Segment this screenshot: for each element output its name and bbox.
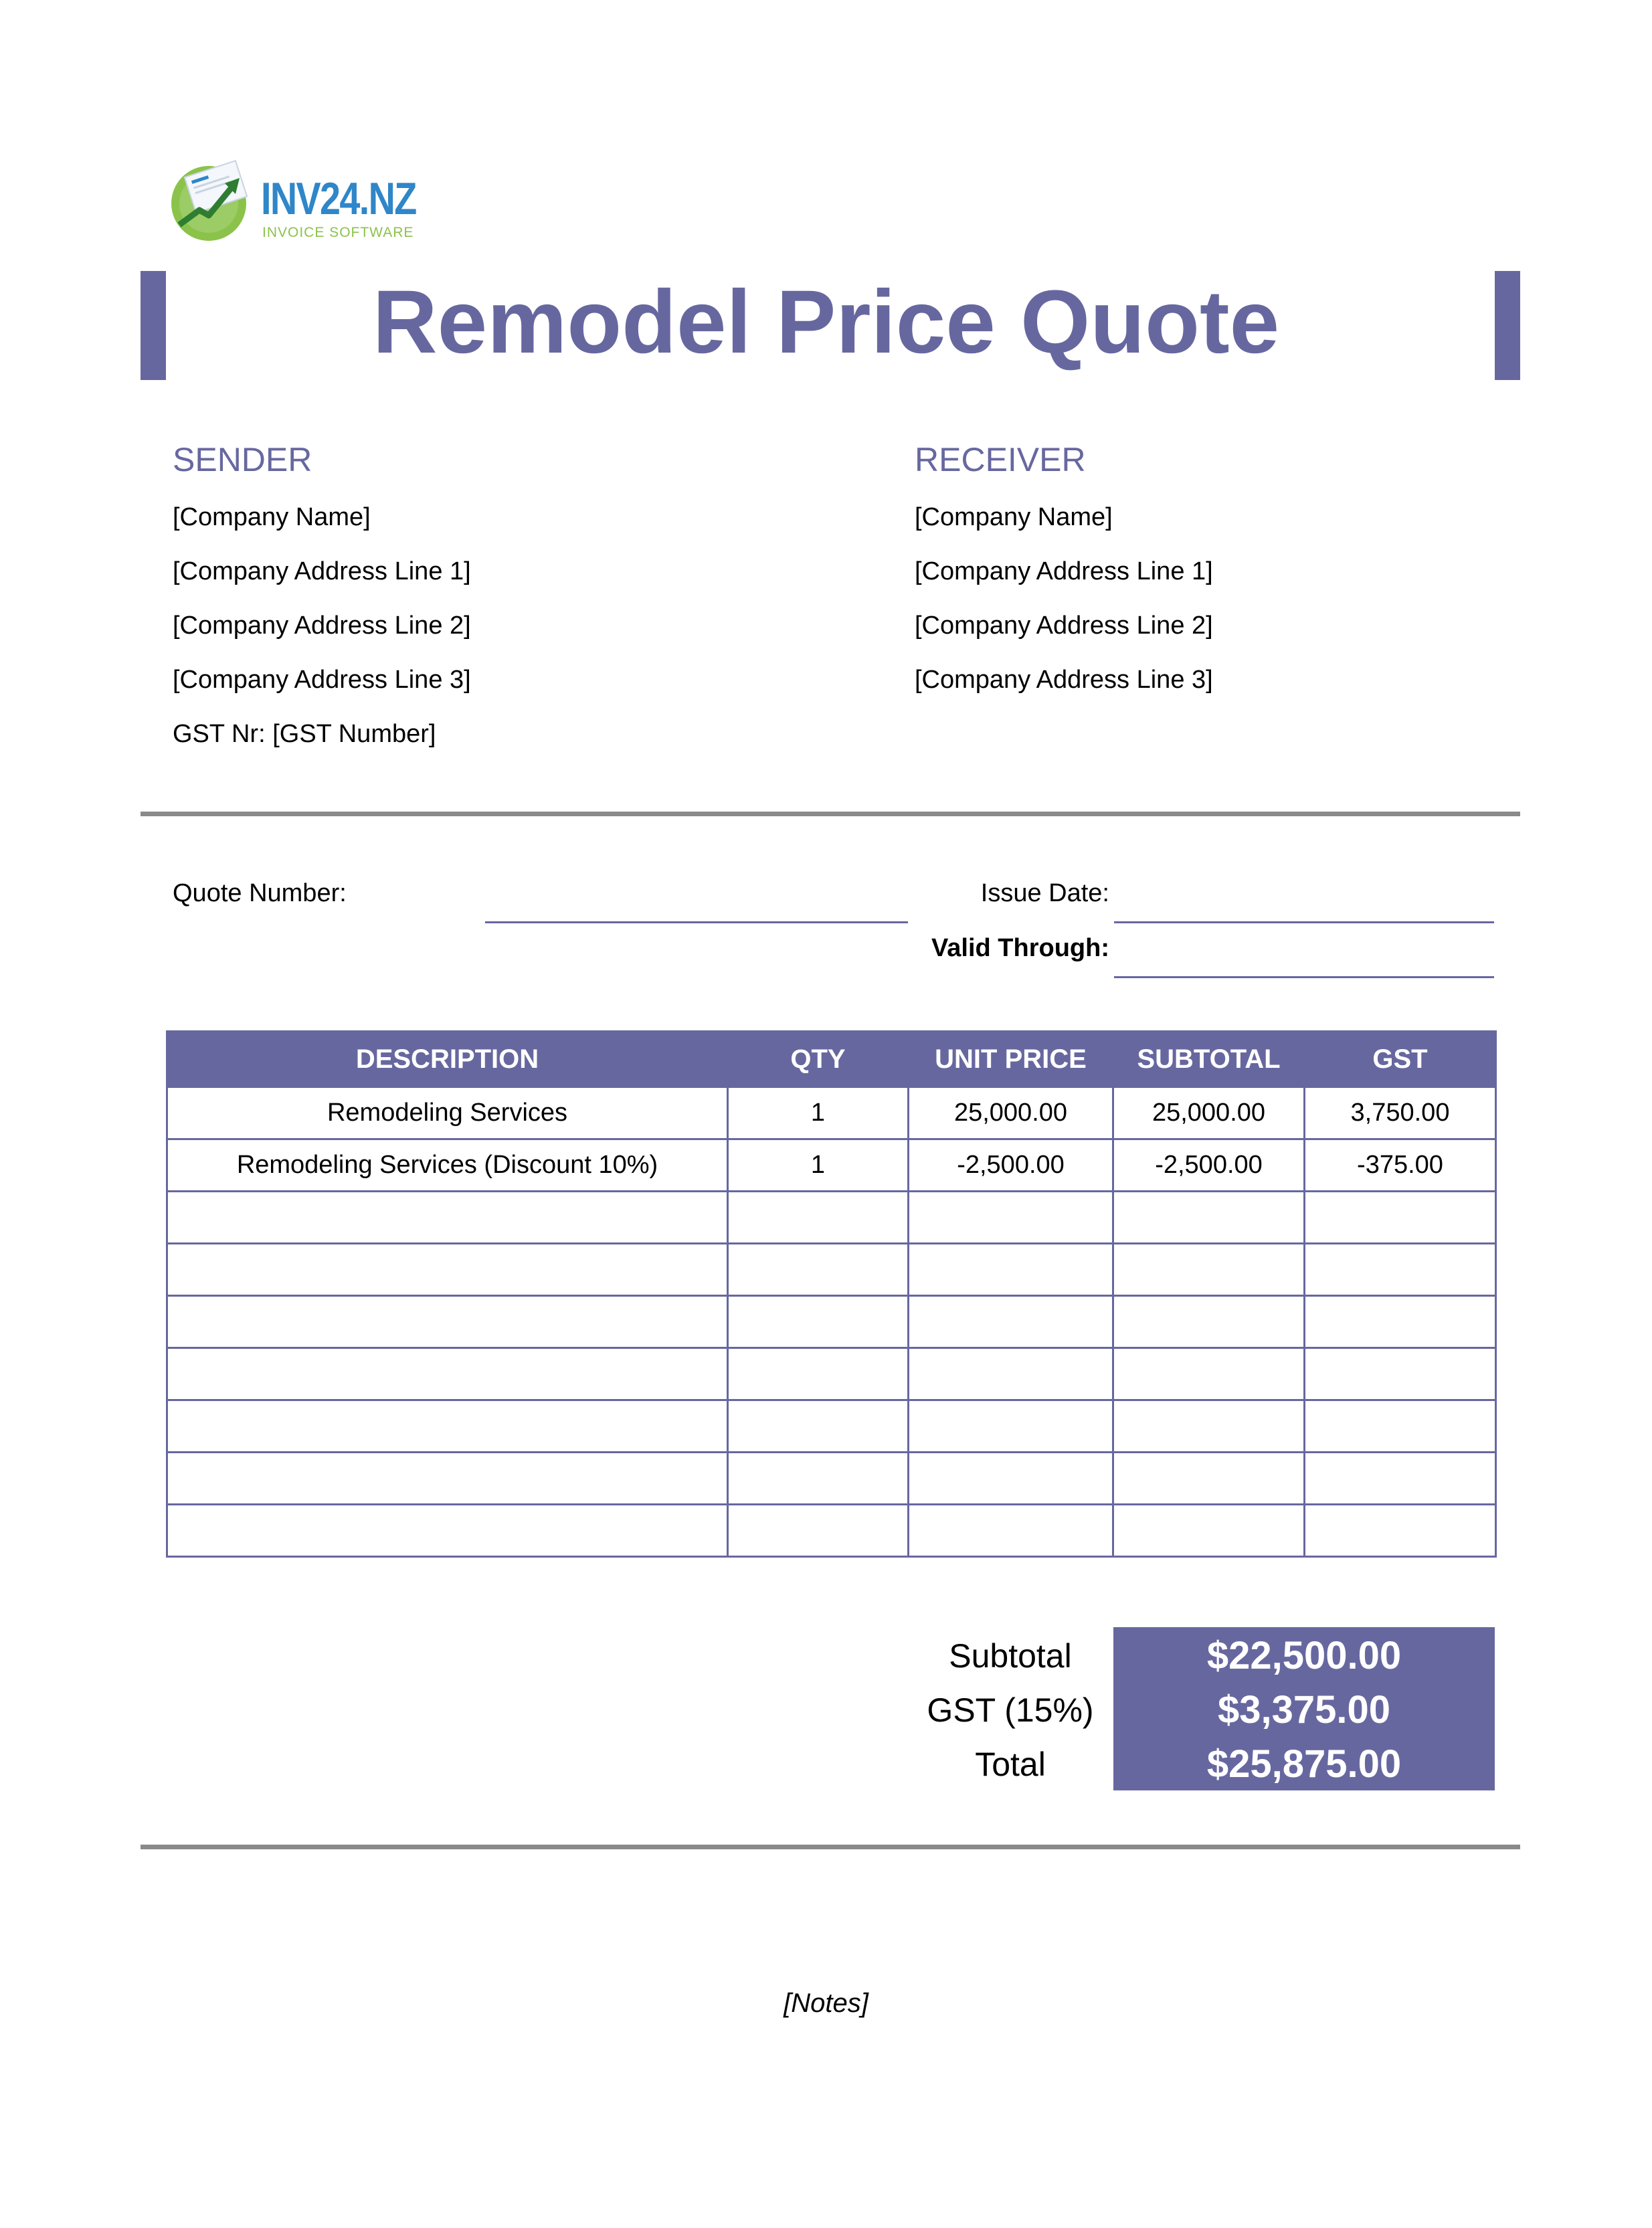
cell-subtotal[interactable]: -2,500.00 [1113,1139,1305,1192]
subtotal-label: Subtotal [949,1637,1072,1675]
valid-through-value [1114,918,1494,947]
cell-description[interactable] [167,1453,728,1505]
cell-qty[interactable]: 1 [728,1139,909,1192]
cell-description[interactable] [167,1192,728,1244]
cell-subtotal[interactable] [1113,1296,1305,1348]
column-header-subtotal: SUBTOTAL [1113,1032,1305,1087]
table-row [167,1505,1496,1557]
table-row [167,1192,1496,1244]
cell-unit-price[interactable] [909,1296,1113,1348]
cell-unit-price[interactable]: 25,000.00 [909,1087,1113,1139]
logo-invoice-growth-icon [167,159,253,242]
cell-gst[interactable]: -375.00 [1305,1139,1496,1192]
total-value: $25,875.00 [1206,1742,1402,1786]
cell-description[interactable]: Remodeling Services [167,1087,728,1139]
table-row [167,1348,1496,1400]
table-row [167,1453,1496,1505]
section-divider-bottom [141,1845,1520,1849]
table-header-row [167,1032,1496,1087]
sender-gst-number: GST Nr: [GST Number] [173,720,436,748]
subtotal-value: $22,500.00 [1206,1634,1402,1677]
table-row [167,1087,1496,1139]
cell-description[interactable] [167,1244,728,1296]
column-header-description: DESCRIPTION [167,1032,728,1087]
cell-subtotal[interactable] [1113,1348,1305,1400]
cell-description[interactable] [167,1400,728,1453]
cell-gst[interactable] [1305,1192,1496,1244]
cell-qty[interactable] [728,1192,909,1244]
page-title: Remodel Price Quote [372,272,1280,372]
receiver-company-name: [Company Name] [915,503,1113,531]
cell-subtotal[interactable] [1113,1505,1305,1557]
cell-subtotal[interactable] [1113,1400,1305,1453]
cell-unit-price[interactable] [909,1505,1113,1557]
cell-subtotal[interactable] [1113,1192,1305,1244]
section-divider-top [141,812,1520,816]
cell-unit-price[interactable]: -2,500.00 [909,1139,1113,1192]
cell-subtotal[interactable] [1113,1244,1305,1296]
receiver-heading: RECEIVER [915,441,1086,478]
logo-tagline: INVOICE SOFTWARE [262,225,414,240]
cell-qty[interactable] [728,1400,909,1453]
cell-gst[interactable] [1305,1296,1496,1348]
cell-subtotal[interactable] [1113,1453,1305,1505]
cell-qty[interactable] [728,1348,909,1400]
valid-through-label: Valid Through: [931,934,1109,962]
cell-gst[interactable] [1305,1453,1496,1505]
cell-qty[interactable] [728,1453,909,1505]
sender-address-line-1: [Company Address Line 1] [173,557,471,585]
logo-brand-text: INV24.NZ [261,173,416,224]
cell-description[interactable] [167,1296,728,1348]
cell-unit-price[interactable] [909,1400,1113,1453]
gst-value: $3,375.00 [1217,1688,1391,1732]
cell-qty[interactable]: 1 [728,1087,909,1139]
total-label: Total [975,1746,1046,1783]
issue-date-value [1114,863,1494,893]
cell-description[interactable] [167,1505,728,1557]
cell-gst[interactable]: 3,750.00 [1305,1087,1496,1139]
company-logo [167,159,422,246]
sender-address-line-3: [Company Address Line 3] [173,666,471,694]
notes[interactable]: [Notes] [784,1988,868,2018]
cell-gst[interactable] [1305,1400,1496,1453]
table-row [167,1296,1496,1348]
cell-gst[interactable] [1305,1348,1496,1400]
cell-gst[interactable] [1305,1244,1496,1296]
cell-unit-price[interactable] [909,1244,1113,1296]
cell-gst[interactable] [1305,1505,1496,1557]
issue-date-label: Issue Date: [980,879,1109,907]
column-header-unit-price: UNIT PRICE [909,1032,1113,1087]
cell-unit-price[interactable] [909,1453,1113,1505]
cell-qty[interactable] [728,1505,909,1557]
cell-unit-price[interactable] [909,1192,1113,1244]
quote-number-label: Quote Number: [173,879,347,907]
table-row [167,1139,1496,1192]
cell-qty[interactable] [728,1296,909,1348]
valid-through-field[interactable] [1114,976,1494,978]
sender-address-line-2: [Company Address Line 2] [173,612,471,640]
sender-heading: SENDER [173,441,312,478]
sender-company-name: [Company Name] [173,503,371,531]
table-row [167,1244,1496,1296]
cell-subtotal[interactable]: 25,000.00 [1113,1087,1305,1139]
receiver-address-line-3: [Company Address Line 3] [915,666,1213,694]
column-header-gst: GST [1305,1032,1496,1087]
table-row [167,1400,1496,1453]
cell-qty[interactable] [728,1244,909,1296]
receiver-address-line-2: [Company Address Line 2] [915,612,1213,640]
quote-number-field[interactable] [485,921,908,923]
line-items-table [166,1030,1497,1558]
cell-description[interactable] [167,1348,728,1400]
gst-label: GST (15%) [927,1691,1094,1729]
column-header-qty: QTY [728,1032,909,1087]
receiver-address-line-1: [Company Address Line 1] [915,557,1213,585]
cell-description[interactable]: Remodeling Services (Discount 10%) [167,1139,728,1192]
cell-unit-price[interactable] [909,1348,1113,1400]
